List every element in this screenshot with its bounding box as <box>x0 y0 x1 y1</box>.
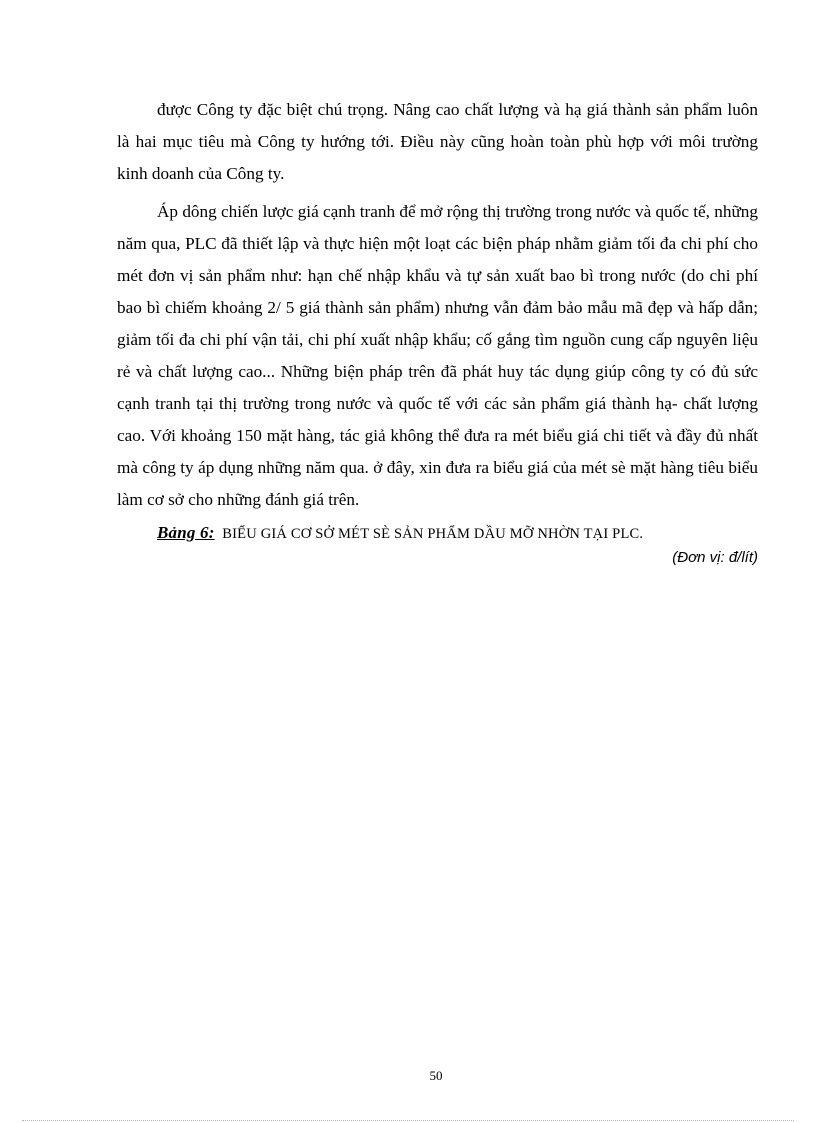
paragraph-1: được Công ty đặc biệt chú trọng. Nâng cao chất lượng và hạ giá thành sản phẩm luôn là hai mục tiêu mà Công ty hướng tới. Điều này cũng hoàn toàn phù hợp với môi trường kinh doanh của Công ty. <box>117 100 758 183</box>
paragraph-2: Áp dông chiến lược giá cạnh tranh để mở rộng thị trường trong nước và quốc tế, những năm qua, PLC đã thiết lập và thực hiện một loạt các biện pháp nhằm giảm tối đa chi phí cho mét đơn vị sản phẩm như: hạn chế nhập khẩu và tự sản xuất bao bì trong nước (do chi phí bao bì chiếm khoảng 2/ 5 giá thành sản phẩm) nhưng vẫn đảm bảo mẫu mã đẹp và hấp dẫn; giảm tối đa chi phí vận tải, chi phí xuất nhập khẩu; cố gắng tìm nguồn cung cấp nguyên liệu rẻ và chất lượng cao... Những biện pháp trên đã phát huy tác dụng giúp công ty có đủ sức cạnh tranh tại thị trường trong nước và quốc tế với các sản phẩm giá thành hạ- chất lượng cao. Với khoảng 150 mặt hàng, tác giả không thể đưa ra mét biểu giá chi tiết và đầy đủ nhất mà công ty áp dụng những năm qua. ở đây, xin đưa ra biểu giá của mét sè mặt hàng tiêu biểu làm cơ sở cho những đánh giá trên. <box>117 202 758 509</box>
table-caption-title: BIỂU GIÁ CƠ SỞ MÉT SÈ SẢN PHẨM DẦU MỠ NHỜN TẠI PLC. <box>222 526 644 542</box>
table-caption <box>117 520 758 547</box>
unit-note: (Đơn vị: đ/lít) <box>672 549 758 566</box>
document-body <box>117 94 758 569</box>
page-number: 50 <box>429 1068 443 1083</box>
table-caption-label: Bảng 6: <box>157 523 215 542</box>
page-bottom-divider <box>22 1120 794 1121</box>
